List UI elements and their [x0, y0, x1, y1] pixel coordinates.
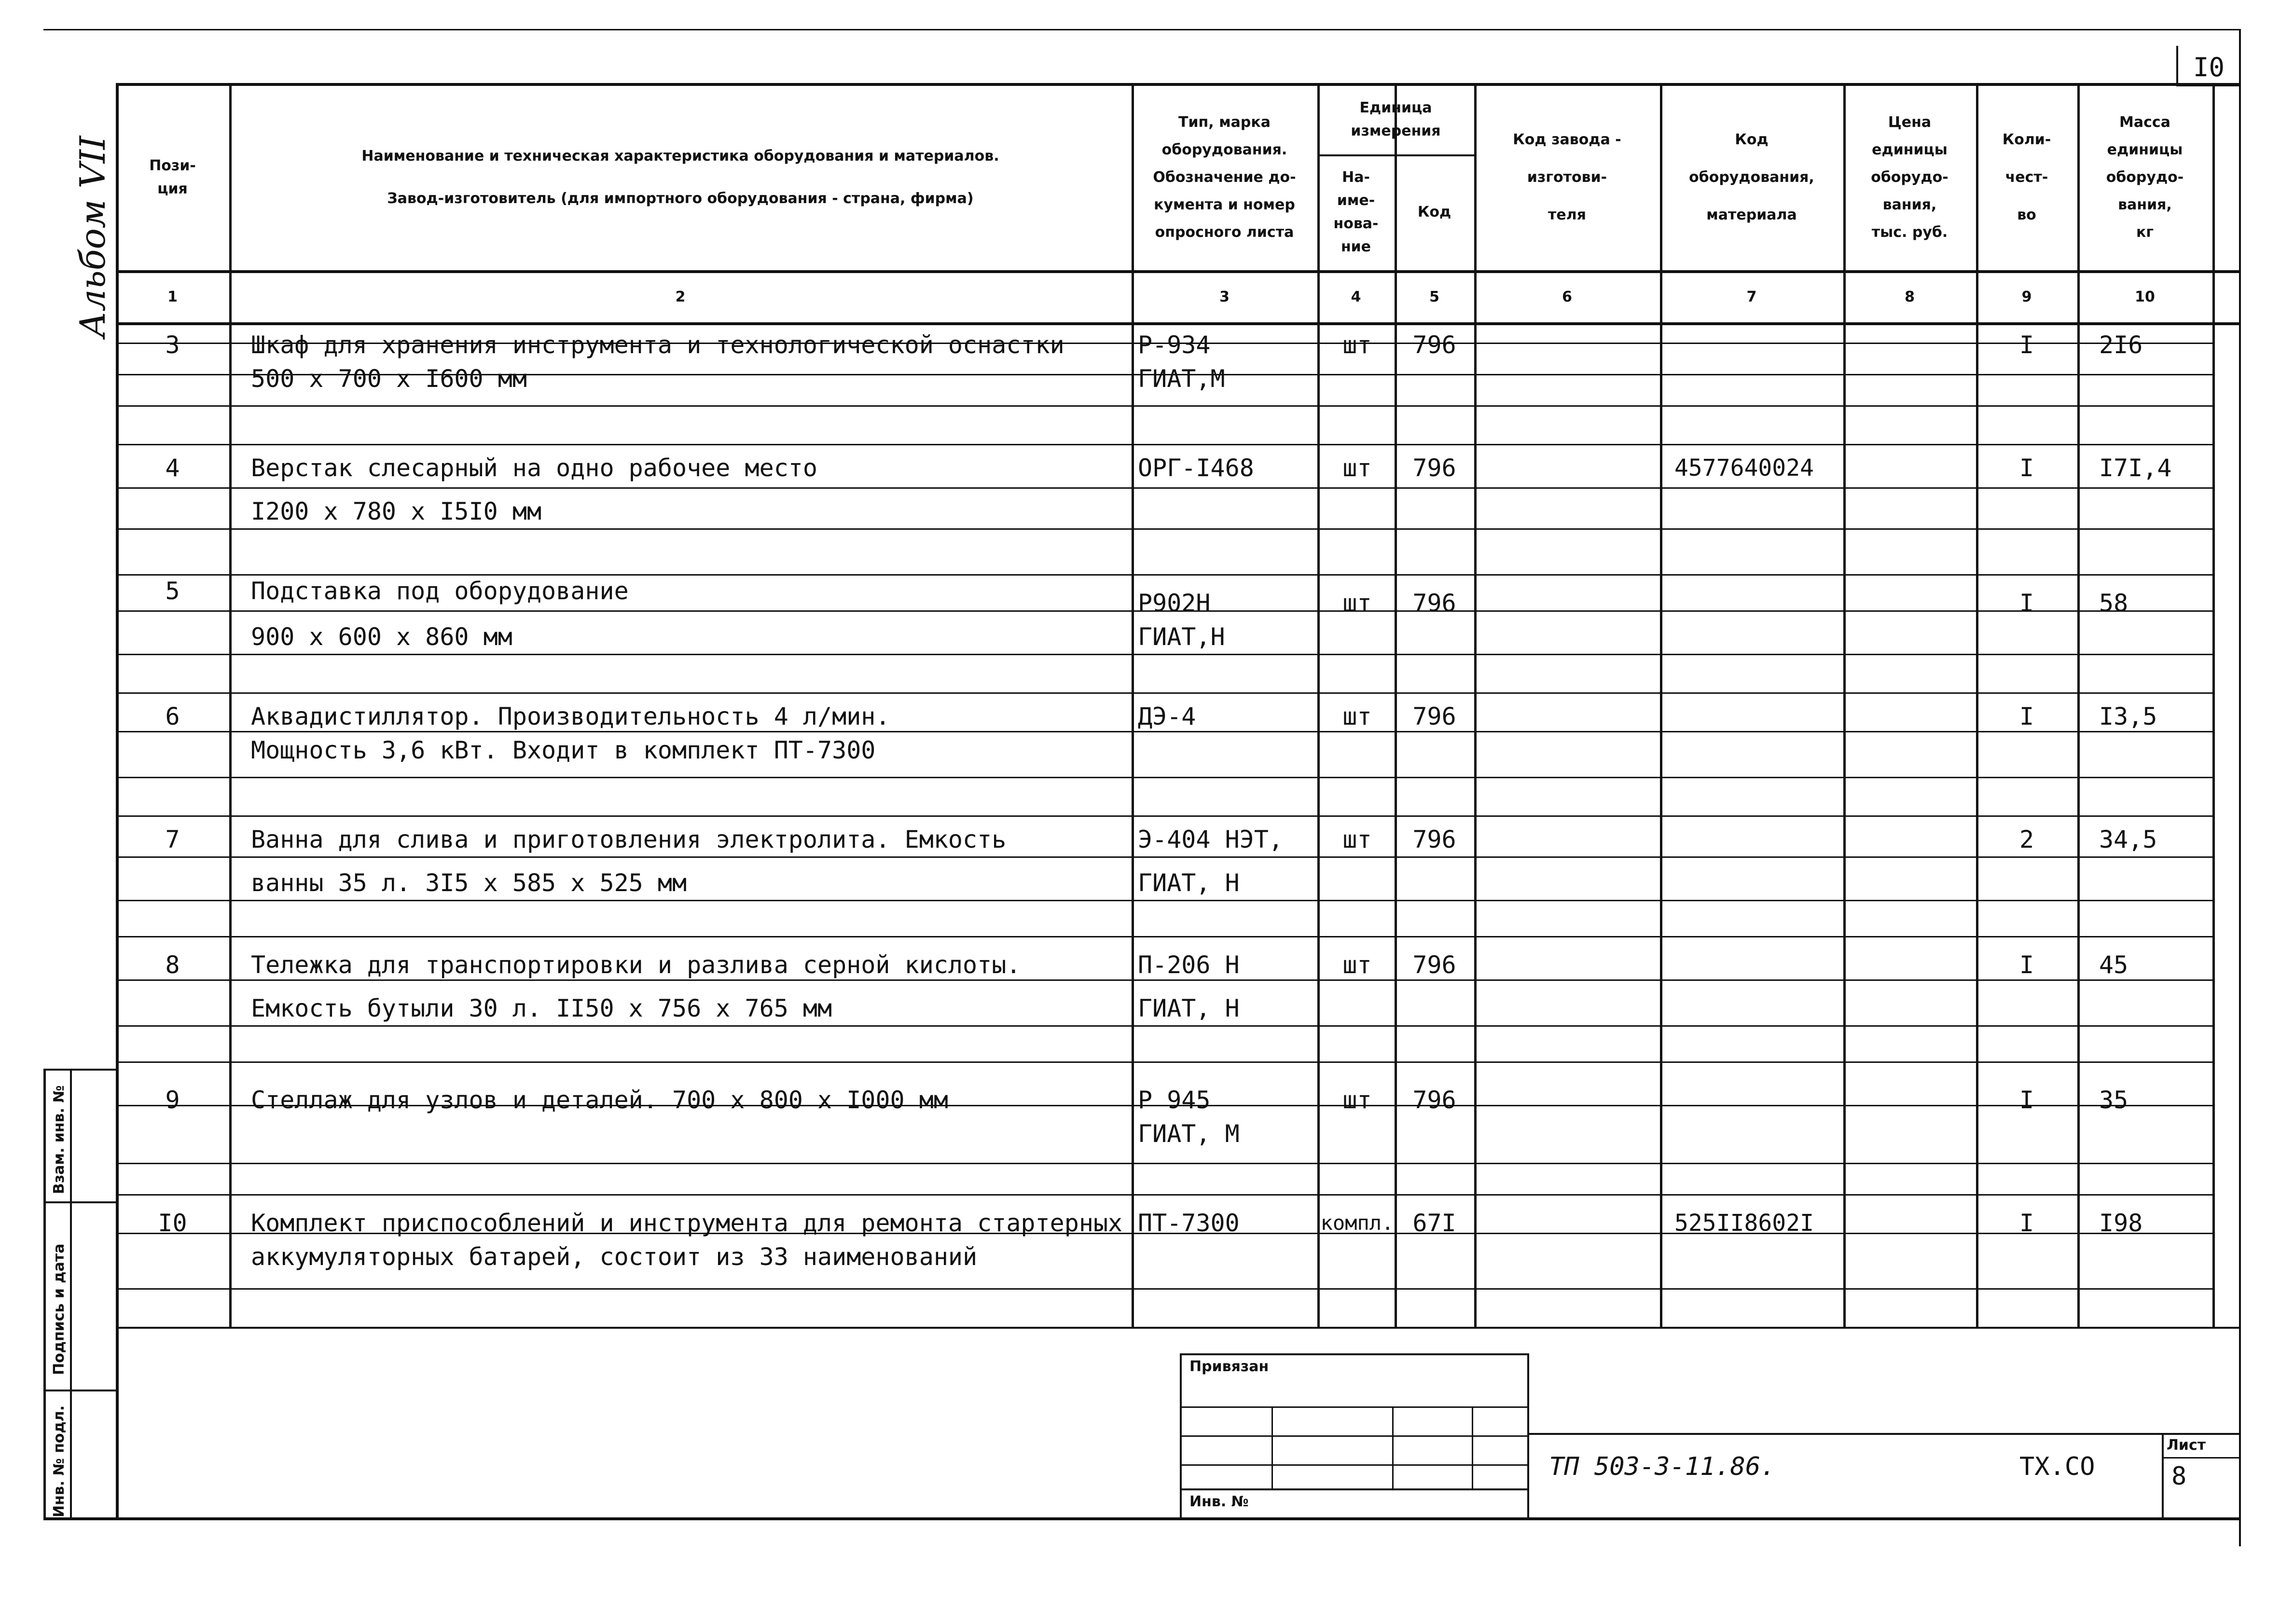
page-number: I0 — [2193, 52, 2225, 83]
row-position: I0 — [158, 1209, 187, 1237]
row-unit: шт — [1342, 1086, 1372, 1114]
list-label: Лист — [2167, 1437, 2206, 1454]
header-unit-name: На- име- нова- ние — [1333, 169, 1379, 255]
row-mass: I7I,4 — [2099, 454, 2172, 482]
row-name-line2: Емкость бутыли 30 л. II50 x 756 x 765 мм — [251, 994, 832, 1022]
stamp-inv-no: Инв. № — [1189, 1493, 1249, 1510]
row-name: Шкаф для хранения инструмента и технологической оснастки — [251, 331, 1064, 359]
row-unit-code: 796 — [1412, 331, 1456, 359]
stamp-privyazan: Привязан — [1189, 1358, 1269, 1375]
grid-line — [1271, 1406, 1273, 1488]
row-unit-code: 67I — [1412, 1209, 1456, 1237]
header-unit-group: Единица измерения — [1351, 99, 1441, 139]
grid-line — [116, 1288, 2212, 1290]
grid-line — [1472, 1406, 1473, 1488]
grid-line — [1180, 1406, 1527, 1408]
row-type-line2: ГИАТ,Н — [1138, 623, 1225, 651]
row-equip-code: 4577640024 — [1674, 454, 1814, 482]
row-type: ПТ-7300 — [1138, 1209, 1240, 1237]
grid-line — [116, 528, 2212, 530]
row-type-line2: ГИАТ,М — [1138, 365, 1225, 393]
row-name-line2: I200 x 780 x I5I0 мм — [251, 497, 542, 525]
grid-line — [1180, 1353, 1527, 1355]
grid-line — [2162, 1433, 2164, 1519]
grid-line — [43, 29, 2239, 30]
row-position: 8 — [165, 951, 180, 979]
row-position: 9 — [165, 1086, 180, 1114]
row-qty: I — [2019, 951, 2034, 979]
grid-line — [116, 777, 2212, 778]
grid-line — [116, 444, 2212, 445]
column-number: 2 — [675, 289, 686, 305]
column-number: 10 — [2135, 289, 2155, 305]
row-position: 6 — [165, 702, 180, 730]
row-mass: 34,5 — [2099, 826, 2157, 853]
grid-line — [43, 1390, 116, 1391]
header-name: Наименование и техническая характеристика оборудования и материалов. Завод-изготовитель (для импортного оборудования - страна, фирма) — [361, 147, 999, 207]
grid-line — [116, 1061, 2212, 1063]
sheet-code: ТХ.СО — [2019, 1452, 2095, 1481]
grid-line — [1527, 1433, 2239, 1435]
column-number: 8 — [1905, 289, 1915, 305]
header-plant-code: Код завода - изготови- теля — [1513, 131, 1621, 223]
header-equip-code: Код оборудования, материала — [1689, 131, 1814, 223]
row-qty: I — [2019, 1086, 2034, 1114]
stamp-podpis: Подпись и дата — [51, 1243, 68, 1375]
row-unit-code: 796 — [1412, 1086, 1456, 1114]
grid-line — [116, 487, 2212, 489]
row-unit: шт — [1342, 702, 1372, 730]
grid-line — [1180, 1435, 1527, 1437]
row-unit: шт — [1342, 331, 1372, 359]
row-mass: 2I6 — [2099, 331, 2143, 359]
row-name: Верстак слесарный на одно рабочее место — [251, 454, 817, 482]
grid-line — [2176, 46, 2178, 84]
row-unit-code: 796 — [1412, 702, 1456, 730]
grid-line — [2162, 1457, 2239, 1459]
row-mass: I3,5 — [2099, 702, 2157, 730]
row-name: Подставка под оборудование — [251, 577, 629, 605]
row-name-line2: 500 x 700 x I600 мм — [251, 365, 527, 393]
grid-line — [1527, 1353, 1529, 1519]
row-position: 3 — [165, 331, 180, 359]
row-unit-code: 796 — [1412, 951, 1456, 979]
row-position: 4 — [165, 454, 180, 482]
column-number: 5 — [1429, 289, 1439, 305]
grid-line — [116, 900, 2212, 901]
column-number: 7 — [1746, 289, 1757, 305]
row-name-line2: Мощность 3,6 кВт. Входит в комплект ПТ-7300 — [251, 736, 876, 764]
row-name-line2: ванны 35 л. 3I5 x 585 x 525 мм — [251, 869, 687, 897]
grid-line — [116, 574, 2212, 576]
grid-line — [2239, 29, 2241, 84]
grid-line — [70, 1069, 72, 1519]
header-position: Пози- ция — [149, 157, 196, 197]
grid-line — [43, 1517, 2239, 1520]
grid-line — [116, 936, 2212, 937]
grid-line — [43, 1069, 46, 1519]
row-type-line2: ГИАТ, М — [1138, 1120, 1240, 1148]
row-name: Ванна для слива и приготовления электролита. Емкость — [251, 826, 1007, 853]
row-unit-code: 796 — [1412, 454, 1456, 482]
row-unit-code: 796 — [1412, 589, 1456, 617]
grid-line — [116, 322, 2239, 325]
grid-line — [116, 1327, 2239, 1329]
grid-line — [116, 856, 2212, 858]
row-unit: шт — [1342, 454, 1372, 482]
row-position: 5 — [165, 577, 180, 605]
grid-line — [116, 692, 2212, 694]
document-code: ТП 503-3-11.86. — [1549, 1452, 1776, 1481]
column-number: 9 — [2021, 289, 2032, 305]
row-qty: I — [2019, 702, 2034, 730]
header-qty: Коли- чест- во — [2002, 131, 2051, 223]
grid-line — [116, 654, 2212, 655]
row-qty: 2 — [2019, 826, 2034, 853]
grid-line — [116, 1163, 2212, 1164]
row-unit: шт — [1342, 951, 1372, 979]
row-name: Тележка для транспортировки и разлива серной кислоты. — [251, 951, 1021, 979]
row-qty: I — [2019, 454, 2034, 482]
grid-line — [43, 1069, 116, 1071]
row-type: П-206 Н — [1138, 951, 1240, 979]
row-unit: компл. — [1320, 1211, 1394, 1235]
column-number: 3 — [1219, 289, 1230, 305]
stamp-inv-podl: Инв. № подл. — [51, 1405, 68, 1517]
row-type-line2: ГИАТ, Н — [1138, 869, 1240, 897]
row-mass: I98 — [2099, 1209, 2143, 1237]
row-type: Р-934 — [1138, 331, 1211, 359]
list-value: 8 — [2171, 1462, 2187, 1491]
grid-line — [116, 1025, 2212, 1027]
grid-line — [116, 405, 2212, 407]
row-name: Аквадистиллятор. Производительность 4 л/мин. — [251, 702, 890, 730]
row-position: 7 — [165, 826, 180, 853]
row-unit: шт — [1342, 589, 1372, 617]
grid-line — [116, 979, 2212, 981]
row-name-line2: аккумуляторных батарей, состоит из 33 наименований — [251, 1243, 978, 1271]
grid-line — [2239, 83, 2241, 1546]
row-mass: 58 — [2099, 589, 2128, 617]
row-qty: I — [2019, 1209, 2034, 1237]
row-unit-code: 796 — [1412, 826, 1456, 853]
grid-line — [116, 815, 2212, 817]
column-number: 4 — [1351, 289, 1361, 305]
row-qty: I — [2019, 331, 2034, 359]
row-type: Р902Н — [1138, 589, 1211, 617]
album-label: Альбом VII — [72, 136, 113, 338]
column-number: 1 — [167, 289, 178, 305]
grid-line — [1392, 1406, 1394, 1488]
header-mass: Масса единицы оборудо- вания, кг — [2106, 114, 2184, 241]
row-unit: шт — [1342, 826, 1372, 853]
row-mass: 35 — [2099, 1086, 2128, 1114]
header-type: Тип, марка оборудования. Обозначение до- кумента и номер опросного листа — [1153, 114, 1296, 241]
row-name-line2: 900 x 600 x 860 мм — [251, 623, 512, 651]
row-type: Р 945 — [1138, 1086, 1211, 1114]
grid-line — [43, 1201, 116, 1203]
row-name: Стеллаж для узлов и деталей. 700 x 800 x I000 мм — [251, 1086, 948, 1114]
column-number: 6 — [1562, 289, 1572, 305]
header-price: Цена единицы оборудо- вания, тыс. руб. — [1871, 114, 1948, 241]
row-equip-code: 525II8602I — [1674, 1210, 1814, 1237]
stamp-vzam-inv: Взам. инв. № — [51, 1085, 68, 1194]
row-type-line2: ГИАТ, Н — [1138, 994, 1240, 1022]
row-qty: I — [2019, 589, 2034, 617]
row-mass: 45 — [2099, 951, 2128, 979]
row-type: ДЭ-4 — [1138, 702, 1196, 730]
grid-line — [1180, 1464, 1527, 1466]
grid-line — [116, 1194, 2212, 1196]
grid-line — [1180, 1488, 1527, 1490]
row-type: ОРГ-I468 — [1138, 454, 1254, 482]
row-name: Комплект приспособлений и инструмента для ремонта стартерных — [251, 1209, 1123, 1237]
grid-line — [116, 731, 2212, 732]
header-unit-code: Код — [1417, 204, 1451, 220]
grid-line — [2212, 83, 2215, 1327]
row-type: Э-404 НЭТ, — [1138, 826, 1284, 853]
